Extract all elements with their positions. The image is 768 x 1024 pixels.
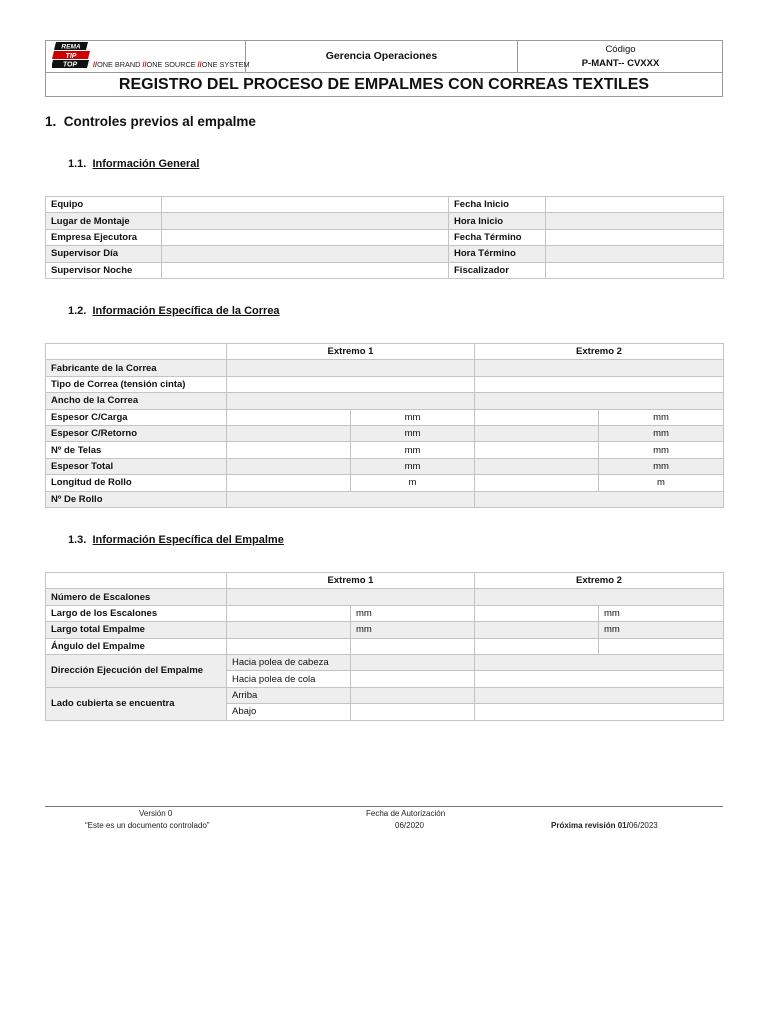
input-cell[interactable] [227,393,475,409]
row-label: Lugar de Montaje [46,213,162,229]
code-cell [518,40,723,72]
row-label-angulo: Ángulo del Empalme [46,638,227,654]
row-label: Equipo [46,197,162,213]
row-label: Fecha Término [449,229,546,245]
row-label-largo-total: Largo total Empalme [46,622,227,638]
row-label: Espesor Total [46,458,227,474]
row-label: Tipo de Correa (tensión cinta) [46,376,227,392]
input-cell[interactable] [546,197,724,213]
unit-cell: mm [599,605,724,621]
extremo-2-header: Extremo 2 [475,573,724,589]
input-cell[interactable] [546,246,724,262]
input-cell[interactable] [475,425,599,441]
section-1-heading: 1. Controles previos al empalme [45,114,256,129]
row-label: Fiscalizador [449,262,546,278]
input-cell[interactable] [227,360,475,376]
input-cell[interactable] [475,393,724,409]
input-cell[interactable] [475,671,724,687]
input-cell[interactable] [162,262,449,278]
corner-cell [46,344,227,360]
row-label-lado: Lado cubierta se encuentra [46,687,227,720]
unit-cell: mm [351,442,475,458]
row-label: Nº De Rollo [46,491,227,507]
input-cell[interactable] [475,442,599,458]
input-cell[interactable] [475,622,599,638]
table-row [46,213,724,229]
footer-divider [45,806,723,807]
row-label: Hora Término [449,246,546,262]
unit-cell: mm [599,442,724,458]
logo-brand-text: REMA [61,43,81,51]
splice-info-table [45,572,724,721]
unit-cell: m [351,475,475,491]
svg-text:TOP: TOP [62,61,78,68]
input-cell[interactable] [546,262,724,278]
belt-info-table [45,343,724,508]
option-label: Arriba [227,687,351,703]
table-row [46,475,724,491]
input-cell[interactable] [475,589,724,605]
option-label: Abajo [227,704,351,720]
table-row [46,458,724,474]
subsection-1-1-heading: 1.1. Información General [68,158,200,170]
table-row [46,425,724,441]
input-cell[interactable] [227,622,351,638]
input-cell[interactable] [475,654,724,670]
input-cell[interactable] [546,229,724,245]
row-label: Espesor C/Retorno [46,425,227,441]
input-cell[interactable] [599,638,724,654]
row-label: Espesor C/Carga [46,409,227,425]
input-cell[interactable] [227,425,351,441]
row-label: Hora Inicio [449,213,546,229]
input-cell[interactable] [227,442,351,458]
code-value: P-MANT-- CVXXX [581,58,660,69]
row-label: Supervisor Día [46,246,162,262]
footer-next-revision: Próxima revisión 01/06/2023 [551,821,658,830]
table-row [46,246,724,262]
table-row [46,197,724,213]
input-cell[interactable] [475,687,724,703]
extremo-2-header: Extremo 2 [475,344,724,360]
department-name: Gerencia Operaciones [246,40,518,72]
row-label-largo-escalones: Largo de los Escalones [46,605,227,621]
input-cell[interactable] [351,704,475,720]
row-label-num-escalones: Número de Escalones [46,589,227,605]
row-label: Fabricante de la Correa [46,360,227,376]
unit-cell: m [599,475,724,491]
input-cell[interactable] [475,376,724,392]
input-cell[interactable] [227,458,351,474]
input-cell[interactable] [227,491,475,507]
input-cell[interactable] [475,475,599,491]
option-label: Hacia polea de cabeza [227,654,351,670]
rema-tip-top-logo [52,42,92,68]
input-cell[interactable] [351,638,475,654]
unit-cell: mm [351,458,475,474]
extremo-1-header: Extremo 1 [227,344,475,360]
table-row [46,360,724,376]
input-cell[interactable] [546,213,724,229]
unit-cell: mm [599,458,724,474]
logo-tagline: //ONE BRAND //ONE SOURCE //ONE SYSTEM [93,60,250,69]
input-cell[interactable] [351,654,475,670]
input-cell[interactable] [475,638,599,654]
option-label: Hacia polea de cola [227,671,351,687]
document-title: REGISTRO DEL PROCESO DE EMPALMES CON CORREAS TEXTILES [45,72,723,97]
unit-cell: mm [351,622,475,638]
row-label: Supervisor Noche [46,262,162,278]
svg-text:TIP: TIP [65,53,77,60]
footer-auth-label: Fecha de Autorización [366,809,446,818]
unit-cell: mm [599,425,724,441]
general-info-table [45,196,724,279]
input-cell[interactable] [475,360,724,376]
unit-cell: mm [351,425,475,441]
code-label: Código [605,44,636,55]
unit-cell: mm [599,409,724,425]
row-label-direccion: Dirección Ejecución del Empalme [46,654,227,687]
row-label: Nº de Telas [46,442,227,458]
unit-cell: mm [351,605,475,621]
row-label: Empresa Ejecutora [46,229,162,245]
unit-cell: mm [599,622,724,638]
row-label: Longitud de Rollo [46,475,227,491]
input-cell[interactable] [227,376,475,392]
input-cell[interactable] [351,671,475,687]
extremo-1-header: Extremo 1 [227,573,475,589]
input-cell[interactable] [227,638,351,654]
input-cell[interactable] [227,605,351,621]
row-label: Ancho de la Correa [46,393,227,409]
table-row [46,376,724,392]
table-row [46,442,724,458]
table-row [46,491,724,507]
table-row [46,229,724,245]
input-cell[interactable] [475,491,724,507]
table-row [46,393,724,409]
footer-auth-date: 06/2020 [395,821,424,830]
input-cell[interactable] [227,589,475,605]
unit-cell: mm [351,409,475,425]
table-row [46,262,724,278]
input-cell[interactable] [162,197,449,213]
input-cell[interactable] [162,246,449,262]
input-cell[interactable] [475,605,599,621]
input-cell[interactable] [351,687,475,703]
table-row [46,409,724,425]
footer-version: Versión 0 [139,809,173,818]
input-cell[interactable] [162,213,449,229]
input-cell[interactable] [475,458,599,474]
row-label: Fecha Inicio [449,197,546,213]
corner-cell [46,573,227,589]
subsection-1-2-heading: 1.2. Información Específica de la Correa [68,305,280,317]
footer-controlled-note: “Este es un documento controlado” [85,821,210,830]
input-cell[interactable] [227,409,351,425]
subsection-1-3-heading: 1.3. Información Específica del Empalme [68,534,284,546]
input-cell[interactable] [475,704,724,720]
input-cell[interactable] [162,229,449,245]
input-cell[interactable] [475,409,599,425]
input-cell[interactable] [227,475,351,491]
